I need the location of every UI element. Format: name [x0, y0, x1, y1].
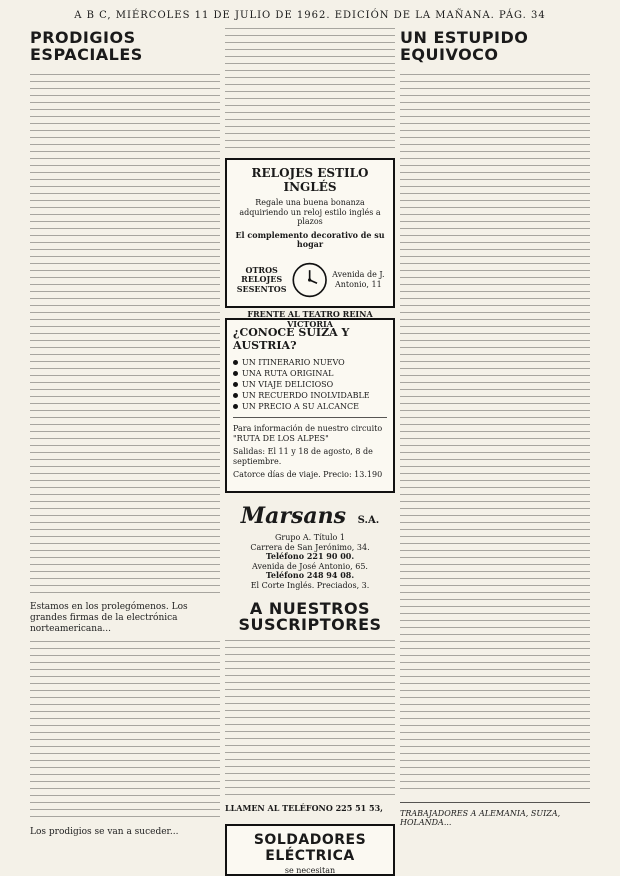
- suiza-bullet-3: [233, 380, 387, 389]
- left-footer: [30, 827, 220, 838]
- soldadores-subtitle: se necesitan: [284, 865, 336, 875]
- marsans-suffix: S.A.: [357, 515, 380, 526]
- suiza-dates: Salidas: El 11 y 18 de agosto, 8 de septiembre.: [233, 447, 373, 466]
- right-headline: UN ESTUPIDO EQUIVOCO: [400, 28, 529, 64]
- bullet-icon: [233, 393, 238, 398]
- relojes-row: [233, 256, 387, 304]
- left-caption: [30, 602, 220, 636]
- left-article-lines-2: [30, 641, 220, 821]
- soldadores-title: SOLDADORES ELÉCTRICA: [253, 831, 367, 864]
- right-article-lines: [400, 74, 590, 794]
- right-column: [400, 28, 590, 828]
- clock-icon: [290, 256, 329, 304]
- suiza-bullet-2: [233, 369, 387, 378]
- marsans-line1: Grupo A. Título 1: [275, 533, 345, 542]
- marsans-phone1: Teléfono 221 90 00.: [265, 551, 355, 562]
- left-caption-text: Estamos en los prolegómenos. Los grandes firmas de la electrónica norteamericana...: [30, 601, 188, 635]
- marsans-line2: Carrera de San Jerónimo, 34.: [250, 542, 370, 552]
- bullet-icon: [233, 371, 238, 376]
- relojes-footer: FRENTE AL TEATRO REINA VICTORIA: [247, 308, 373, 329]
- masthead-text: A B C, MIÉRCOLES 11 DE JULIO DE 1962. EDICIÓN DE LA MAÑANA. PÁG. 34: [74, 9, 546, 21]
- suiza-item-2: UNA RUTA ORIGINAL: [242, 369, 334, 378]
- right-bottom-note: TRABAJADORES A ALEMANIA, SUIZA, HOLANDA...: [400, 808, 561, 828]
- marsans-line3: Avenida de José Antonio, 65.: [252, 561, 368, 571]
- suiza-bullet-1: [233, 358, 387, 367]
- bullet-icon: [233, 382, 238, 387]
- relojes-brand: OTROS RELOJES SESENTOS: [236, 264, 287, 294]
- suiza-austria-ad: [225, 318, 395, 493]
- suscriptores-lines: [225, 640, 395, 800]
- suiza-duration: Catorce días de viaje. Precio: 13.190: [233, 470, 383, 480]
- marsans-phone2: Teléfono 248 94 08.: [265, 570, 355, 581]
- suiza-title: ¿CONOCE SUIZA Y AUSTRIA?: [233, 326, 350, 352]
- suiza-item-5: UN PRECIO A SU ALCANCE: [242, 402, 359, 411]
- relojes-ad: [225, 158, 395, 329]
- relojes-title: RELOJES ESTILO INGLÉS: [251, 166, 369, 194]
- suiza-item-3: UN VIAJE DELICIOSO: [242, 380, 334, 389]
- relojes-address: Avenida de J. Antonio, 11: [332, 270, 385, 289]
- left-headline: PRODIGIOS ESPACIALES: [30, 28, 143, 64]
- relojes-subtitle: Regale una buena bonanza adquiriendo un reloj estilo inglés a plazos: [239, 198, 381, 227]
- suiza-rule: [233, 417, 387, 418]
- left-column: [30, 28, 220, 838]
- soldadores-ad: [225, 824, 395, 876]
- marsans-ad: [225, 503, 395, 591]
- suiza-bullet-4: [233, 391, 387, 400]
- center-column: [225, 28, 395, 875]
- right-rule: [400, 802, 590, 803]
- suiza-item-4: UN RECUERDO INOLVIDABLE: [242, 391, 370, 400]
- bullet-icon: [233, 360, 238, 365]
- suscriptores-block: [225, 598, 395, 814]
- suiza-item-1: UN ITINERARIO NUEVO: [242, 358, 345, 367]
- suscriptores-title: A NUESTROS SUSCRIPTORES: [238, 598, 382, 635]
- center-article-lines-top: [225, 28, 395, 148]
- marsans-line4: El Corte Inglés. Preciados, 3.: [250, 580, 370, 590]
- bullet-icon: [233, 404, 238, 409]
- suiza-bullet-5: [233, 402, 387, 411]
- left-article-lines: [30, 74, 220, 594]
- masthead: [30, 6, 590, 24]
- suscriptores-phone: LLAMEN AL TELÉFONO 225 51 53,: [225, 803, 383, 814]
- marsans-logo: [225, 503, 395, 529]
- relojes-cta: El complemento decorativo de su hogar: [235, 229, 385, 250]
- left-footer-text: Los prodigios se van a suceder...: [30, 827, 179, 838]
- suiza-bullets: [233, 358, 387, 411]
- suiza-info: Para información de nuestro circuito "RUTA DE LOS ALPES": [233, 424, 383, 443]
- marsans-brand: Marsans: [240, 503, 346, 529]
